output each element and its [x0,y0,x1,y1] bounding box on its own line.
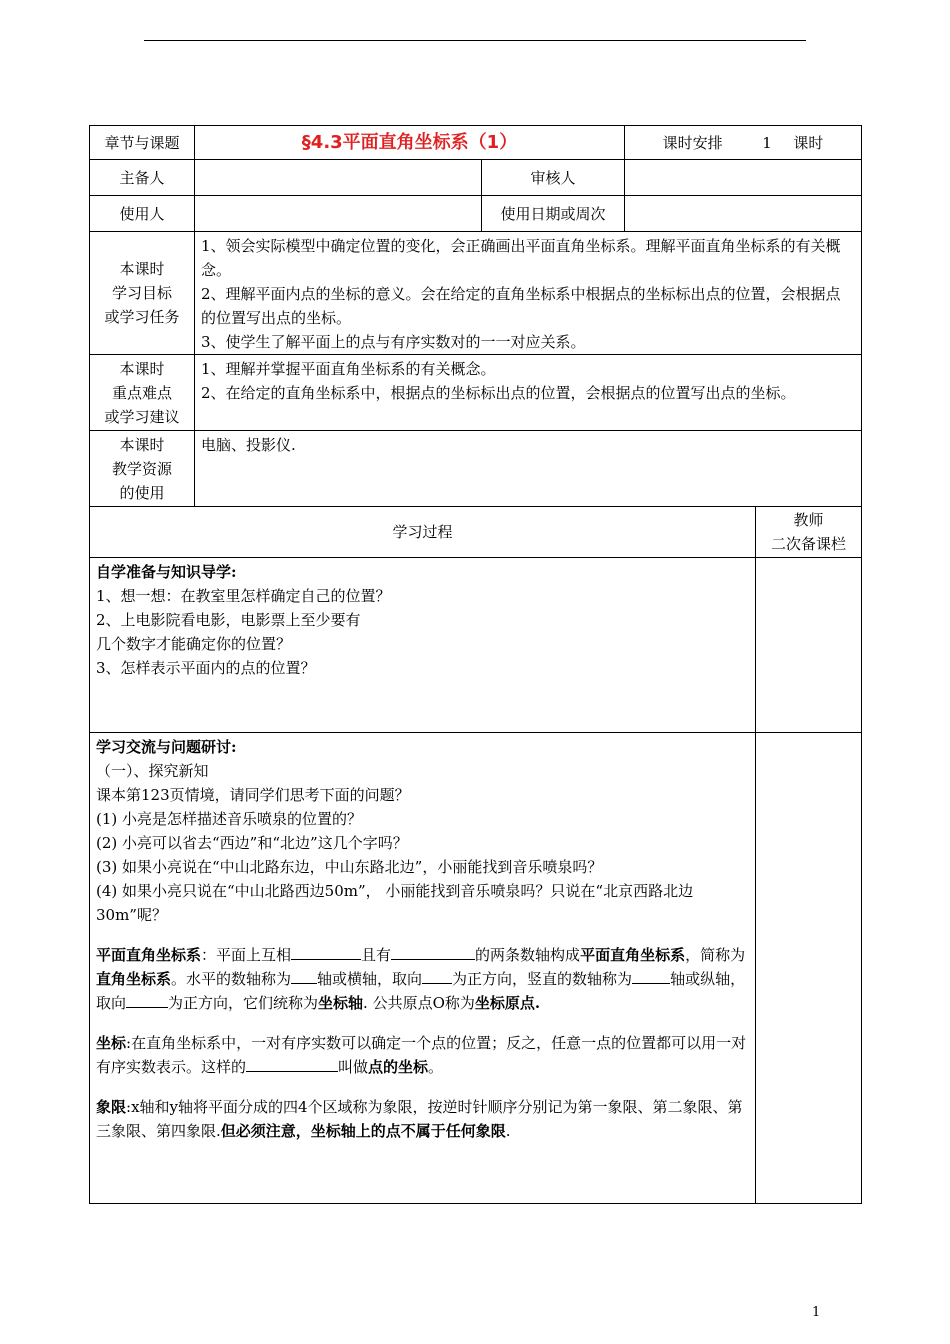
date-label: 使用日期或周次 [482,196,625,232]
fill-blank [422,969,452,984]
quadrant-term: 象限 [96,1098,127,1116]
discussion-content [90,733,756,1204]
fill-blank [291,945,361,960]
question-1: (1) 小亮是怎样描述音乐喷泉的位置的？ [96,810,363,828]
objectives-label: 本课时 学习目标 或学习任务 [90,232,195,355]
quadrant-paragraph: 象限:x轴和y轴将平面分成的四4个区域称为象限，按逆时针顺序分别记为第一象限、第二象限、第三象限、第四象限.但必须注意，坐标轴上的点不属于任何象限. [96,1098,743,1140]
self-study-item: 3、怎样表示平面内的点的位置？ [96,659,316,677]
resources-content: 电脑、投影仪. [195,431,862,507]
lesson-plan-table [89,125,862,1204]
process-header-row [90,507,862,558]
self-study-row [90,558,862,733]
objectives-content [195,232,862,355]
reviewer-value [625,160,862,196]
self-study-item: 1、想一想：在教室里怎样确定自己的位置？ [96,587,391,605]
discussion-heading: 学习交流与问题研讨: [96,738,237,756]
resources-label: 本课时 教学资源 的使用 [90,431,195,507]
preparer-value [195,160,482,196]
resources-row [90,431,862,507]
keypoints-label: 本课时 重点难点 或学习建议 [90,355,195,431]
fill-blank [391,945,475,960]
process-label: 学习过程 [90,507,756,558]
discussion-row [90,733,862,1204]
keypoints-row [90,355,862,431]
coord-system-paragraph: 平面直角坐标系：平面上互相 且有 的两条数轴构成平面直角坐标系，简称为直角坐标系。水平的数轴称为 轴或横轴，取向 为正方向，竖直的数轴称为 轴或纵轴，取向 为正方向，它们统称为坐标轴. 公共原点O称为坐标原点. [96,946,746,1012]
schedule-value: 1 [762,133,772,152]
question-3: (3) 如果小亮说在“中山北路东边，中山东路北边”，小丽能找到音乐喷泉吗？ [96,858,603,876]
schedule-label: 课时安排 [662,133,723,152]
coordinate-paragraph: 坐标:在直角坐标系中，一对有序实数可以确定一个点的位置；反之，任意一点的位置都可以用一对有序实数表示。这样的 叫做点的坐标。 [96,1034,747,1076]
teacher-notes-1 [756,558,862,733]
fill-blank [632,969,670,984]
self-study-item: 2、上电影院看电影，电影票上至少要有 [96,611,361,629]
fill-blank [126,993,168,1008]
lesson-title: §4.3平面直角坐标系（1） [195,126,625,160]
coordinate-term: 坐标 [96,1034,127,1052]
schedule-unit: 课时 [793,133,824,152]
keypoints-content [195,355,862,431]
objective-item: 3、使学生了解平面上的点与有序实数对的一一对应关系。 [201,333,586,351]
reviewer-label: 审核人 [482,160,625,196]
teacher-notes-2 [756,733,862,1204]
objectives-row [90,232,862,355]
schedule-cell [625,126,862,160]
teacher-column-label: 教师 二次备课栏 [756,507,862,558]
page-number: 1 [812,1305,821,1320]
discussion-intro: 课本第123页情境，请同学们思考下面的问题？ [96,786,410,804]
user-value [195,196,482,232]
title-row [90,126,862,160]
header-rule [144,40,806,41]
keypoint-item: 2、在给定的直角坐标系中，根据点的坐标标出点的位置，会根据点的位置写出点的坐标。 [201,384,796,402]
discussion-sub: （一）、探究新知 [96,762,209,780]
user-row [90,196,862,232]
self-study-heading: 自学准备与知识导学: [96,563,237,581]
preparer-row [90,160,862,196]
chapter-label: 章节与课题 [90,126,195,160]
question-4: (4) 如果小亮只说在“中山北路西边50m”， 小丽能找到音乐喷泉吗？只说在“北京西路北边30m”呢？ [96,882,694,924]
self-study-content [90,558,756,733]
self-study-item: 几个数字才能确定你的位置？ [96,635,292,653]
objective-item: 2、理解平面内点的坐标的意义。会在给定的直角坐标系中根据点的坐标标出点的位置，会根据点的位置写出点的坐标。 [201,285,841,327]
coord-system-term: 平面直角坐标系 [96,946,202,964]
fill-blank [291,969,317,984]
user-label: 使用人 [90,196,195,232]
preparer-label: 主备人 [90,160,195,196]
question-2: (2) 小亮可以省去“西边”和“北边”这几个字吗？ [96,834,408,852]
keypoint-item: 1、理解并掌握平面直角坐标系的有关概念。 [201,360,496,378]
fill-blank [246,1057,338,1072]
date-value [625,196,862,232]
objective-item: 1、领会实际模型中确定位置的变化，会正确画出平面直角坐标系。理解平面直角坐标系的有关概念。 [201,237,841,279]
